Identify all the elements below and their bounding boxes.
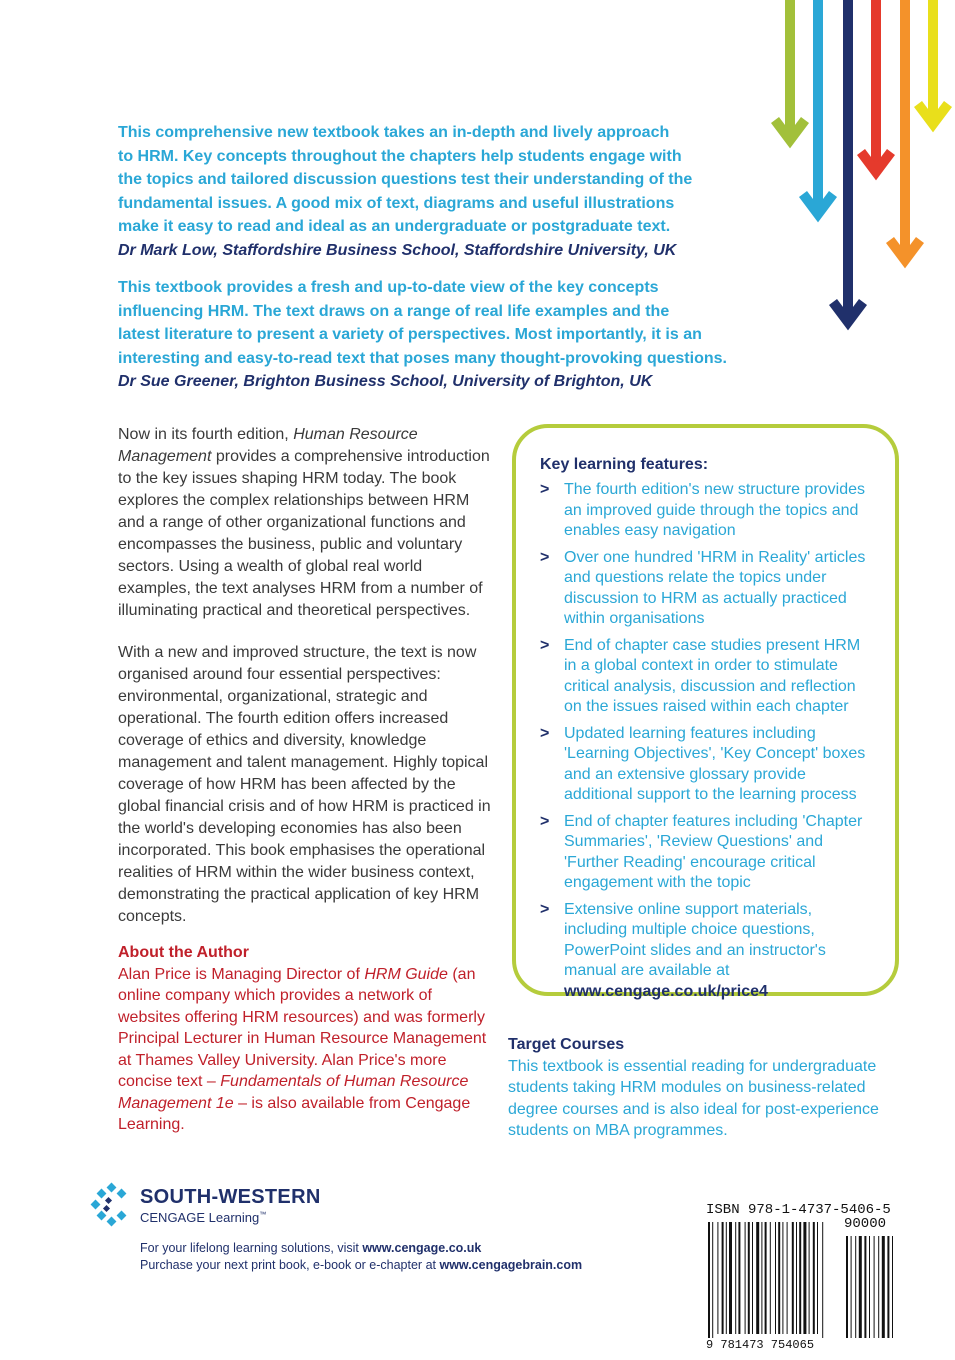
bullet-arrow-icon: > (540, 636, 550, 654)
about-author (118, 942, 493, 1136)
barcode-bar (775, 1222, 776, 1334)
description-paragraph-2: With a new and improved structure, the text is now organised around four essential perspectives: environmental, organizational, strategic and operational. The fourth edition offers increased coverage of ethics and diversity, knowledge management and talent management. Highly topical coverage of how HRM has been affected by the global financial crisis and of how HRM is practiced in the world's developing economies has also been incorporated. This book emphasises the operational realities of HRM within the wider business context, demonstrating the practical application of key HRM concepts. (118, 644, 491, 925)
book-description (118, 424, 493, 948)
barcode-bar (735, 1222, 736, 1334)
feature-item: > End of chapter case studies present HRM in a global context in order to stimulate critical analysis, discussion and reflection on the issues raised within each chapter (540, 636, 875, 718)
barcode-addon-bar (846, 1236, 848, 1338)
footer-line-2: Purchase your next print book, e-book or e-chapter at www.cengagebrain.com (140, 1257, 583, 1272)
review-quote-1 (118, 121, 758, 262)
feature-item: > Extensive online support materials, including multiple choice questions, PowerPoint slides and an instructor's manual are available at www.cengage.co.uk/price4 (540, 900, 875, 1003)
barcode-bar (712, 1222, 713, 1338)
arrow-shaft-1 (785, 0, 795, 134)
barcode-addon-bar (887, 1236, 889, 1338)
review-1-attribution: Dr Mark Low, Staffordshire Business School, Staffordshire University, UK (118, 241, 677, 259)
barcode-bar (778, 1222, 780, 1334)
barcode-bar (822, 1222, 823, 1338)
barcode-bar (756, 1222, 759, 1334)
target-courses-heading: Target Courses (508, 1036, 625, 1053)
arrow-shaft-2 (813, 0, 823, 208)
barcode-addon-bar (892, 1236, 893, 1338)
barcode-bar (796, 1222, 797, 1334)
target-courses-text: This textbook is essential reading for undergraduate students taking HRM modules on business-related degree courses and is also ideal for post-experience students on MBA programmes. (508, 1057, 879, 1139)
key-features-heading: Key learning features: (540, 456, 709, 473)
cengage-logo-icon (88, 1182, 134, 1228)
barcode-bar (817, 1222, 818, 1334)
barcode-bar (726, 1222, 727, 1334)
key-features-box (512, 424, 899, 1000)
barcode-addon-bar (859, 1236, 862, 1338)
barcode-bar (729, 1222, 732, 1334)
review-1-line-3: the topics and tailored discussion questions test their understanding of the (118, 171, 693, 188)
review-2-line-3: latest literature to present a variety of perspectives. Most importantly, it is an (118, 326, 702, 343)
ean-digits: 9 781473 754065 (706, 1338, 815, 1352)
barcode-bar (765, 1222, 767, 1334)
target-courses (508, 1034, 918, 1142)
isbn-label: ISBN 978-1-4737-5406-5 (706, 1202, 891, 1218)
arrow-shaft-5 (900, 0, 910, 254)
about-author-heading: About the Author (118, 944, 249, 961)
barcode-bar (813, 1222, 815, 1334)
barcode-bar (722, 1222, 724, 1334)
barcode-addon-bar (878, 1236, 879, 1338)
barcode-bar (738, 1222, 740, 1334)
barcode-addon-bar (864, 1236, 866, 1338)
barcode-bar (782, 1222, 783, 1334)
barcode-addon-bar (855, 1236, 856, 1338)
isbn-barcode-block (702, 1200, 912, 1350)
description-paragraph-1: Now in its fourth edition, Human Resource Management provides a comprehensive introduction to the key issues shaping HRM today. The book explores the complex relationships between HRM and a range of other organizational functions and encompasses the business, public and voluntary sectors. Using a wealth of global real world examples, the text analyses HRM from a number of illuminating practical and theoretical perspectives. (118, 426, 490, 619)
barcode-addon-bar (869, 1236, 870, 1338)
review-2-line-2: influencing HRM. The text draws on a range of real life examples and the (118, 302, 670, 320)
bullet-arrow-icon: > (540, 900, 550, 918)
review-1-line-5: make it easy to read and ideal as an undergraduate or postgraduate text. (118, 218, 671, 235)
barcode-bar (708, 1222, 710, 1338)
publisher-logo (88, 1180, 368, 1230)
book-title: Human Resource Management (118, 426, 418, 465)
bullet-arrow-icon: > (540, 812, 550, 830)
review-2-attribution: Dr Sue Greener, Brighton Business School, University of Brighton, UK (118, 373, 653, 390)
barcode-icon (702, 1200, 912, 1350)
barcode-bar (803, 1222, 806, 1334)
price-addon-label: 90000 (844, 1216, 887, 1232)
feature-item: > The fourth edition's new structure provides an improved guide through the topics and enables easy navigation (540, 480, 875, 542)
companion-site-link[interactable]: www.cengage.co.uk/price4 (564, 982, 768, 1000)
review-2-line-1: This textbook provides a fresh and up-to-date view of the key concepts (118, 279, 659, 296)
barcode-addon-bar (851, 1236, 852, 1338)
arrow-shaft-4 (871, 0, 881, 166)
barcode-bar (761, 1222, 762, 1334)
bullet-arrow-icon: > (540, 548, 550, 566)
review-1-line-1: This comprehensive new textbook takes an in-depth and lively approach (118, 124, 670, 141)
publisher-name: SOUTH-WESTERN (140, 1186, 321, 1208)
barcode-bar (799, 1222, 801, 1334)
barcode-bar (792, 1222, 794, 1334)
review-1-line-2: to HRM. Key concepts throughout the chapters help students engage with (118, 147, 682, 165)
publisher-subname: CENGAGE Learning™ (140, 1210, 267, 1225)
bullet-arrow-icon: > (540, 724, 550, 742)
bullet-arrow-icon: > (540, 481, 550, 498)
publisher-footer (140, 1240, 582, 1273)
barcode-bar (787, 1222, 788, 1334)
arrow-shaft-3 (843, 0, 853, 316)
feature-item: > End of chapter features including 'Chapter Summaries', 'Review Questions' and 'Further Reading' encourage critical engagement with the topic (540, 812, 875, 894)
about-author-text: Alan Price is Managing Director of HRM Guide (an online company which provides a network of websites offering HRM resources) and was formerly Principal Lecturer in Human Resource Management at Thames Valley University. Alan Price's more concise text – Fundamentals of Human Resource Management 1e – is also available from Cengage Learning. (118, 965, 487, 1133)
arrow-shaft-6 (928, 0, 938, 118)
feature-item: > Updated learning features including 'Learning Objectives', 'Key Concept' boxes and an extensive glossary provide additional support to the learning process (540, 724, 875, 806)
barcode-bar (748, 1222, 750, 1334)
barcode-bar (717, 1222, 718, 1334)
feature-item: > Over one hundred 'HRM in Reality' articles and questions relate the topics under discussion to HRM as actually practiced within organisations (540, 548, 875, 630)
review-2-line-4: interesting and easy-to-read text that poses many thought-provoking questions. (118, 349, 727, 367)
barcode-bar (770, 1222, 771, 1334)
barcode-addon-bar (882, 1236, 885, 1338)
footer-line-1: For your lifelong learning solutions, visit www.cengage.co.uk (140, 1241, 482, 1255)
cengage-link[interactable]: www.cengage.co.uk (362, 1241, 482, 1255)
barcode-bar (809, 1222, 810, 1334)
barcode-bar (745, 1222, 746, 1334)
barcode-addon-bar (874, 1236, 875, 1338)
barcode-bar (752, 1222, 753, 1334)
cengagebrain-link[interactable]: www.cengagebrain.com (439, 1257, 583, 1272)
review-quote-2 (118, 276, 758, 394)
review-1-line-4: fundamental issues. A good mix of text, diagrams and useful illustrations (118, 194, 675, 212)
